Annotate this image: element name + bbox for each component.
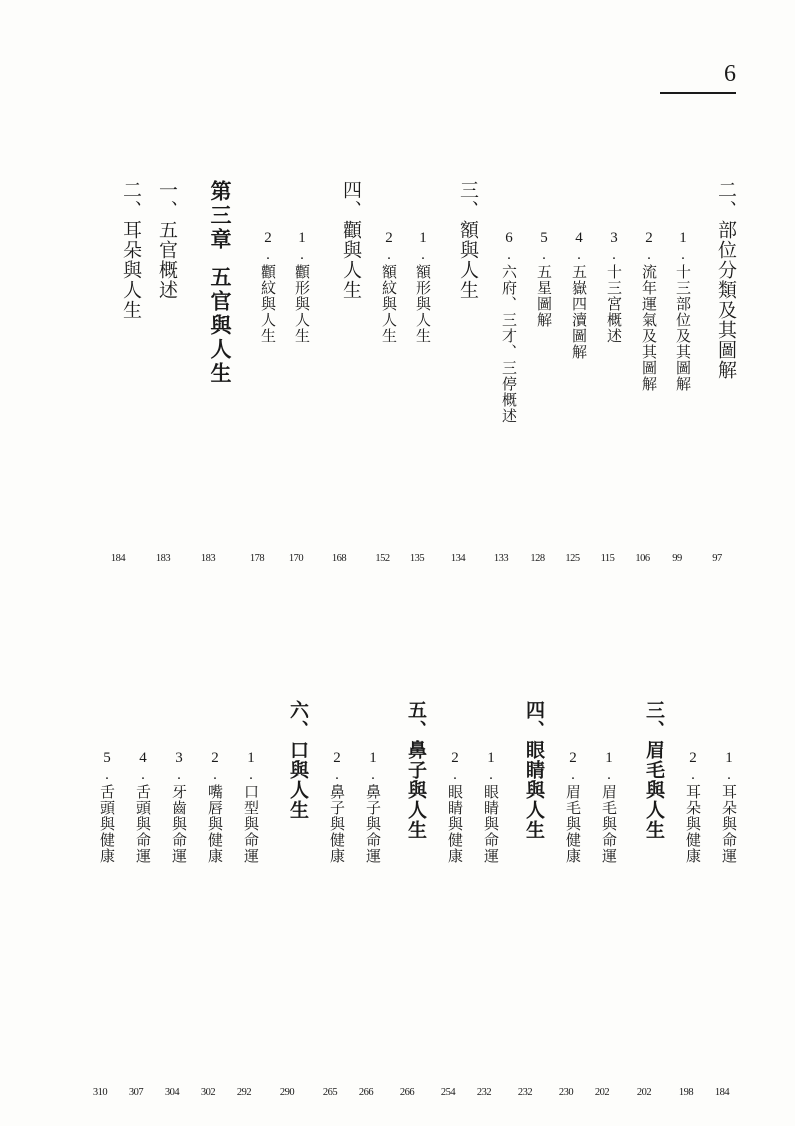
toc-entry-heading — [279, 230, 313, 344]
toc-entry-title: 眉毛與命運 — [600, 784, 618, 864]
toc-entry-number: 三、 — [643, 700, 665, 740]
toc-entry-page: 292 — [236, 1087, 252, 1098]
toc-entry — [235, 175, 279, 585]
toc-entry-page: 307 — [128, 1087, 144, 1098]
toc-entry-number: 6. — [501, 230, 517, 264]
toc-entry-heading — [430, 750, 466, 864]
toc-entry — [226, 695, 262, 1115]
toc-entry-title: 牙齒與命運 — [170, 784, 188, 864]
toc-entry-number: 2. — [381, 230, 397, 264]
toc-entry-number: 1. — [721, 750, 737, 784]
toc-entry-number: 2. — [260, 230, 276, 264]
toc-entry-title: 五官與人生 — [208, 266, 233, 386]
toc-entry — [620, 695, 668, 1115]
toc-entry-number: 4. — [135, 750, 151, 784]
toc-entry-number: 三、 — [457, 180, 479, 220]
toc-entry-heading — [313, 180, 365, 300]
toc-entry — [584, 695, 620, 1115]
toc-entry-heading — [704, 750, 740, 864]
toc-entry-heading — [482, 230, 520, 424]
toc-entry-heading — [118, 750, 154, 864]
toc-entry — [668, 695, 704, 1115]
toc-entry-page: 230 — [558, 1087, 574, 1098]
toc-entry-heading — [590, 230, 625, 344]
toc-entry-heading — [625, 230, 660, 392]
toc-entry — [118, 695, 154, 1115]
toc-entry-title: 五星圖解 — [535, 264, 553, 328]
toc-entry-number: 1. — [415, 230, 431, 264]
toc-entry-number: 四、 — [340, 180, 362, 220]
toc-entry-number: 四、 — [523, 700, 545, 740]
toc-entry-page: 202 — [636, 1087, 652, 1098]
toc-entry-title: 眉毛與健康 — [564, 784, 582, 864]
toc-entry — [313, 175, 365, 585]
toc-entry-title: 耳朵與健康 — [684, 784, 702, 864]
toc-entry-title: 眼睛與命運 — [482, 784, 500, 864]
toc-entry-title: 十三宮概述 — [605, 264, 623, 344]
toc-entry-heading — [235, 230, 279, 344]
toc-entry — [312, 695, 348, 1115]
toc-entry-heading — [668, 750, 704, 864]
toc-entry-heading — [400, 230, 434, 344]
toc-entry-number: 二、 — [715, 180, 737, 220]
toc-entry-number: 1. — [483, 750, 499, 784]
toc-entry-title: 五官概述 — [156, 220, 178, 300]
toc-entry-number: 1. — [294, 230, 310, 264]
toc-entry-number: 3. — [171, 750, 187, 784]
toc-entry-heading — [262, 700, 312, 820]
toc-entry-page: 304 — [164, 1087, 180, 1098]
toc-entry-number: 3. — [606, 230, 622, 264]
toc-entry-heading — [502, 700, 548, 840]
toc-entry-number: 五、 — [405, 700, 427, 740]
toc-entry — [348, 695, 384, 1115]
toc-entry-title: 額與人生 — [457, 220, 479, 300]
toc-entry-heading — [154, 750, 190, 864]
toc-entry-page: 128 — [530, 553, 545, 564]
toc-entry-heading — [694, 180, 740, 380]
toc-entry-page: 115 — [600, 553, 615, 564]
toc-entry — [145, 175, 181, 585]
toc-entry — [181, 175, 235, 585]
toc-entry — [91, 175, 145, 585]
toc-entry — [590, 175, 625, 585]
toc-entry-title: 六府、三才、三停概述 — [500, 264, 518, 424]
toc-entry-title: 顴與人生 — [340, 220, 362, 300]
toc-entry — [262, 695, 312, 1115]
toc-entry-page: 266 — [399, 1087, 415, 1098]
toc-entry-title: 顴形與人生 — [293, 264, 311, 344]
toc-entry-page: 310 — [92, 1087, 108, 1098]
toc-entry-page: 178 — [249, 553, 265, 564]
toc-entry — [520, 175, 555, 585]
toc-entry — [384, 695, 430, 1115]
toc-entry-number: 2. — [329, 750, 345, 784]
toc-entry-page: 184 — [714, 1087, 730, 1098]
toc-entry — [625, 175, 660, 585]
toc-entry-number: 二、 — [120, 180, 142, 220]
toc-entry — [365, 175, 400, 585]
toc-lower-block — [92, 695, 740, 1115]
toc-entry-number: 一、 — [156, 180, 178, 220]
toc-entry-title: 鼻子與人生 — [405, 740, 427, 840]
toc-entry — [502, 695, 548, 1115]
toc-entry-page: 168 — [331, 553, 347, 564]
toc-entry-heading — [466, 750, 502, 864]
toc-entry-title: 五嶽四瀆圖解 — [570, 264, 588, 360]
toc-entry-page: 183 — [200, 553, 216, 564]
toc-entry-title: 口型與命運 — [242, 784, 260, 864]
toc-entry-page: 202 — [594, 1087, 610, 1098]
toc-entry-heading — [660, 230, 694, 392]
toc-entry-heading — [82, 750, 118, 864]
toc-entry-page: 265 — [322, 1087, 338, 1098]
toc-entry-title: 舌頭與命運 — [134, 784, 152, 864]
toc-entry-page: 302 — [200, 1087, 216, 1098]
toc-entry-heading — [226, 750, 262, 864]
toc-entry-page: 97 — [712, 553, 722, 564]
toc-entry-title: 顴紋與人生 — [259, 264, 277, 344]
toc-entry-title: 流年運氣及其圖解 — [640, 264, 658, 392]
toc-entry-page: 184 — [110, 553, 126, 564]
toc-entry-title: 額形與人生 — [414, 264, 432, 344]
toc-entry-heading — [520, 230, 555, 328]
toc-entry-number: 1. — [675, 230, 691, 264]
toc-entry-title: 耳朵與命運 — [720, 784, 738, 864]
toc-entry — [190, 695, 226, 1115]
toc-entry-title: 額紋與人生 — [380, 264, 398, 344]
toc-entry — [400, 175, 434, 585]
toc-entry-heading — [190, 750, 226, 864]
toc-entry — [660, 175, 694, 585]
toc-entry-number: 1. — [365, 750, 381, 784]
toc-entry-heading — [434, 180, 482, 300]
toc-entry — [154, 695, 190, 1115]
toc-entry-number: 1. — [601, 750, 617, 784]
toc-entry-heading — [365, 230, 400, 344]
toc-entry-number: 2. — [641, 230, 657, 264]
toc-entry-title: 眉毛與人生 — [643, 740, 665, 840]
toc-entry — [482, 175, 520, 585]
toc-entry — [82, 695, 118, 1115]
toc-entry-page: 266 — [358, 1087, 374, 1098]
toc-entry-heading — [620, 700, 668, 840]
toc-entry-page: 198 — [678, 1087, 694, 1098]
toc-entry — [430, 695, 466, 1115]
toc-entry-number: 1. — [243, 750, 259, 784]
toc-entry-number: 4. — [571, 230, 587, 264]
toc-entry-number: 2. — [685, 750, 701, 784]
toc-entry-page: 152 — [375, 553, 390, 564]
toc-entry-heading — [91, 180, 145, 320]
toc-entry-number: 2. — [565, 750, 581, 784]
toc-entry-number: 第三章 — [208, 180, 233, 252]
toc-entry-page: 232 — [517, 1087, 533, 1098]
toc-entry — [434, 175, 482, 585]
toc-entry-page: 134 — [450, 553, 466, 564]
toc-entry-page: 232 — [476, 1087, 492, 1098]
toc-entry-page: 99 — [672, 553, 682, 564]
page-number: 6 — [660, 60, 736, 94]
toc-entry-title: 舌頭與健康 — [98, 784, 116, 864]
toc-entry-number: 2. — [447, 750, 463, 784]
toc-entry — [555, 175, 590, 585]
toc-entry-title: 鼻子與命運 — [364, 784, 382, 864]
toc-entry-number: 5. — [99, 750, 115, 784]
toc-entry-page: 170 — [288, 553, 304, 564]
toc-entry-page: 133 — [493, 553, 509, 564]
toc-entry-title: 耳朵與人生 — [120, 220, 142, 320]
toc-entry-title: 嘴唇與健康 — [206, 784, 224, 864]
toc-entry — [548, 695, 584, 1115]
toc-entry-title: 眼睛與健康 — [446, 784, 464, 864]
toc-entry-heading — [584, 750, 620, 864]
toc-entry — [704, 695, 740, 1115]
toc-entry — [694, 175, 740, 585]
toc-entry-number: 5. — [536, 230, 552, 264]
toc-entry-heading — [555, 230, 590, 360]
toc-entry-number: 六、 — [287, 700, 309, 740]
toc-entry-page: 125 — [565, 553, 580, 564]
toc-entry-title: 鼻子與健康 — [328, 784, 346, 864]
toc-entry-title: 眼睛與人生 — [523, 740, 545, 840]
toc-entry-heading — [348, 750, 384, 864]
toc-entry-heading — [181, 180, 235, 386]
toc-entry-page: 135 — [409, 553, 425, 564]
toc-entry-page: 290 — [279, 1087, 295, 1098]
toc-entry-heading — [145, 180, 181, 300]
toc-entry-title: 口與人生 — [287, 740, 309, 820]
toc-entry — [279, 175, 313, 585]
toc-entry — [466, 695, 502, 1115]
toc-entry-title: 十三部位及其圖解 — [674, 264, 692, 392]
toc-entry-number: 2. — [207, 750, 223, 784]
toc-entry-page: 183 — [155, 553, 171, 564]
toc-entry-page: 254 — [440, 1087, 456, 1098]
toc-entry-title: 部位分類及其圖解 — [715, 220, 737, 380]
toc-entry-heading — [384, 700, 430, 840]
toc-entry-heading — [548, 750, 584, 864]
toc-upper-block — [100, 175, 740, 585]
toc-entry-page: 106 — [635, 553, 650, 564]
toc-entry-heading — [312, 750, 348, 864]
